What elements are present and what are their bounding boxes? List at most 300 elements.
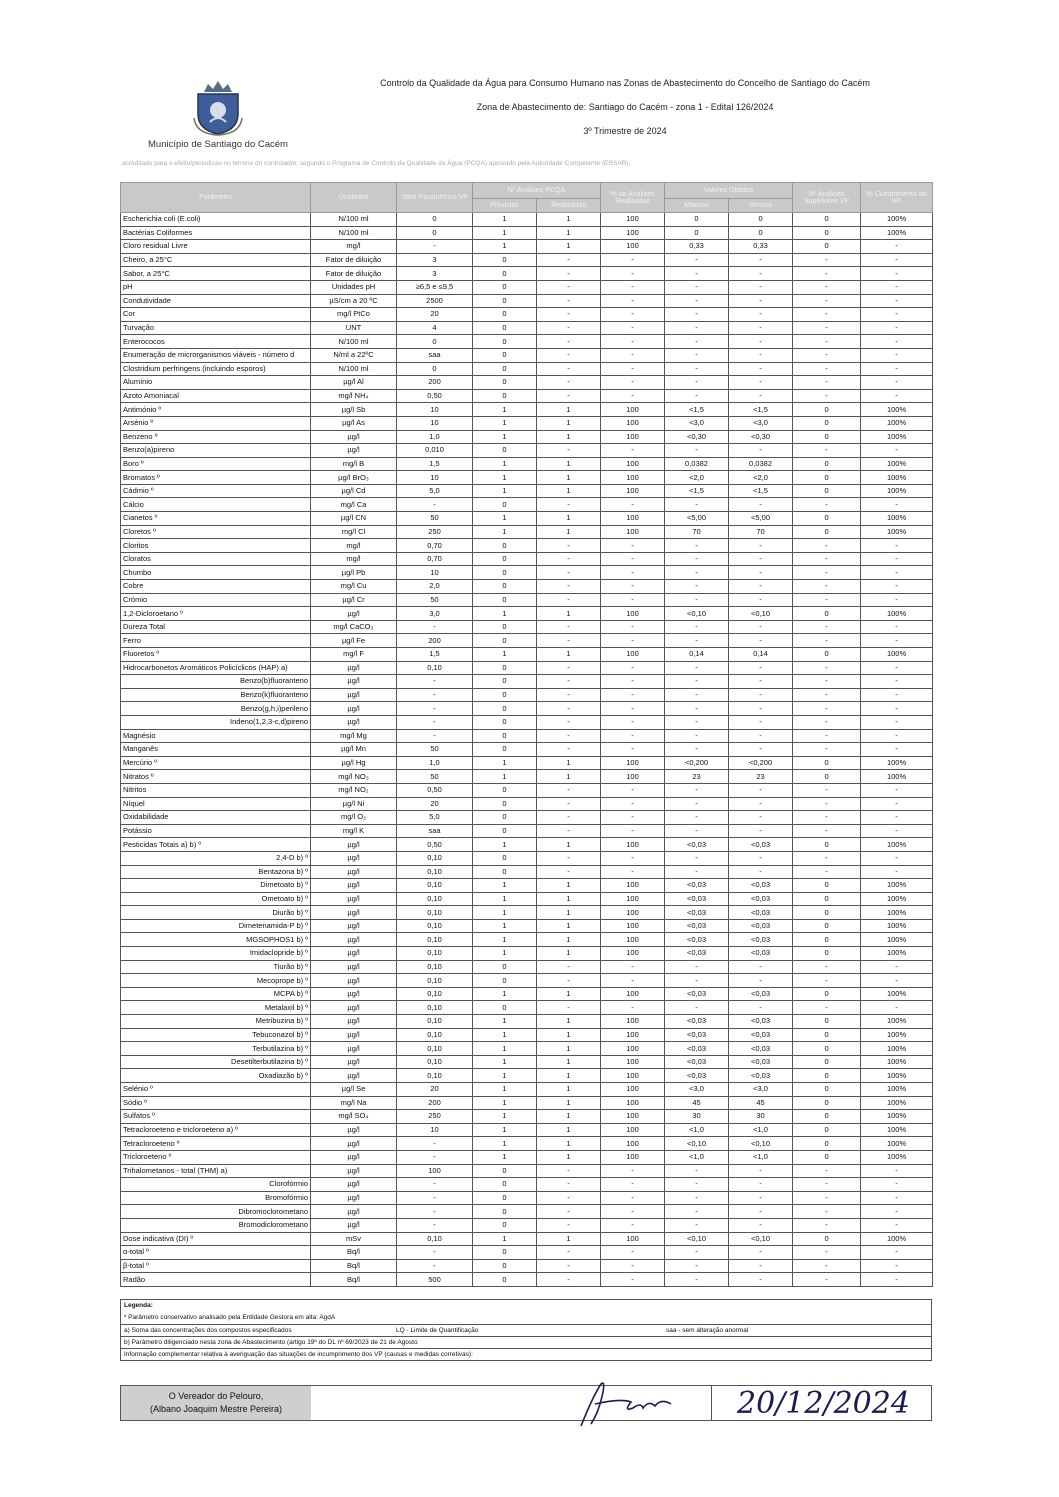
cell-pct-cumprimento: - [861,797,933,811]
cell-previstas: 1 [473,838,537,852]
cell-pct-realizadas: 100 [601,457,665,471]
cell-pct-cumprimento: - [861,1205,933,1219]
cell-pct-cumprimento: 100% [861,403,933,417]
cell-previstas: 0 [473,267,537,281]
cell-vp: 1,0 [397,756,473,770]
cell-realizadas: - [537,389,601,403]
cell-pct-realizadas: 100 [601,892,665,906]
cell-unidades: mg/l Cl [311,525,397,539]
cell-pct-realizadas: - [601,620,665,634]
cell-previstas: 1 [473,512,537,526]
cell-parametro: Crómio [121,593,311,607]
table-row [121,403,933,417]
cell-previstas: 0 [473,1273,537,1287]
cell-previstas: 0 [473,743,537,757]
cell-unidades: µg/l [311,1150,397,1164]
table-row [121,1137,933,1151]
cell-previstas: 1 [473,607,537,621]
cell-maximo: - [665,661,729,675]
cell-n-superiores: - [793,335,861,349]
cell-previstas: 0 [473,974,537,988]
cell-pct-cumprimento: - [861,865,933,879]
cell-vp: 1,0 [397,430,473,444]
cell-pct-cumprimento: 100% [861,919,933,933]
cell-pct-cumprimento: - [861,661,933,675]
cell-minimo: <3,0 [729,1083,793,1097]
table-row [121,1083,933,1097]
cell-pct-cumprimento: 100% [861,512,933,526]
cell-minimo: <2,0 [729,471,793,485]
cell-pct-realizadas: 100 [601,1123,665,1137]
cell-n-superiores: - [793,498,861,512]
table-row [121,756,933,770]
cell-pct-realizadas: - [601,865,665,879]
intro-line-2: acreditado para o efeito/periodicas no terreno do controlador, segundo o Programa de Controlo da Qualidade da Água (PCQA) aprovado pela Autoridade Competente (ERSAR). [122,160,631,167]
cell-previstas: 0 [473,1259,537,1273]
cell-unidades: µg/l [311,688,397,702]
cell-unidades: µg/l [311,960,397,974]
cell-minimo: 0,33 [729,240,793,254]
table-row [121,1191,933,1205]
cell-unidades: µg/l [311,865,397,879]
cell-pct-realizadas: - [601,1178,665,1192]
cell-n-superiores: 0 [793,403,861,417]
cell-maximo: - [665,335,729,349]
cell-unidades: Bq/l [311,1273,397,1287]
cell-n-superiores: 0 [793,1096,861,1110]
cell-parametro: Fluoretos º [121,648,311,662]
cell-parametro: Trihalometanos - total (THM) a) [121,1164,311,1178]
cell-minimo: - [729,743,793,757]
cell-minimo: - [729,253,793,267]
cell-parametro: Tebuconazol b) º [121,1028,311,1042]
table-row [121,389,933,403]
cell-pct-realizadas: - [601,280,665,294]
cell-minimo: 23 [729,770,793,784]
cell-n-superiores: - [793,444,861,458]
cell-minimo: - [729,362,793,376]
cell-parametro: Ometoato b) º [121,892,311,906]
cell-previstas: 1 [473,906,537,920]
cell-pct-cumprimento: - [861,566,933,580]
cell-realizadas: - [537,634,601,648]
cell-maximo: <0,03 [665,1055,729,1069]
cell-realizadas: - [537,702,601,716]
cell-n-superiores: 0 [793,226,861,240]
cell-pct-cumprimento: - [861,580,933,594]
cell-minimo: - [729,974,793,988]
cell-maximo: - [665,1273,729,1287]
cell-minimo: - [729,715,793,729]
legend-line-3: b) Parâmetro diligenciado nesta zona de Abastecimento (artigo 19º do DL nº 69/2023 de 21 de Agosto [121,1336,931,1348]
cell-unidades: µg/l BrO₃ [311,471,397,485]
cell-realizadas: - [537,811,601,825]
cell-maximo: <3,0 [665,1083,729,1097]
cell-pct-cumprimento: - [861,444,933,458]
cell-realizadas: 1 [537,919,601,933]
cell-realizadas: - [537,362,601,376]
cell-unidades: mg/l Na [311,1096,397,1110]
cell-maximo: <1,5 [665,484,729,498]
cell-unidades: µg/l [311,1164,397,1178]
cell-n-superiores: - [793,811,861,825]
table-row [121,566,933,580]
cell-minimo: <0,03 [729,879,793,893]
cell-n-superiores: - [793,1001,861,1015]
cell-n-superiores: - [793,389,861,403]
cell-pct-cumprimento: - [861,729,933,743]
cell-vp: 0 [397,226,473,240]
cell-vp: 0 [397,362,473,376]
cell-maximo: <0,03 [665,1042,729,1056]
cell-vp: 0,10 [397,661,473,675]
cell-previstas: 1 [473,648,537,662]
cell-unidades: µg/l [311,851,397,865]
legend-lq: LQ - Limite de Quantificação [396,1327,479,1334]
cell-minimo: 45 [729,1096,793,1110]
table-row [121,376,933,390]
cell-maximo: - [665,811,729,825]
cell-maximo: <0,03 [665,838,729,852]
cell-unidades: µg/l [311,1123,397,1137]
cell-unidades: mg/l F [311,648,397,662]
cell-pct-cumprimento: 100% [861,484,933,498]
cell-n-superiores: - [793,620,861,634]
cell-maximo: <0,03 [665,1015,729,1029]
cell-maximo: - [665,1164,729,1178]
cell-parametro: Manganês [121,743,311,757]
header-vp: Valor Paramétrico VP [397,183,473,213]
cell-parametro: Diurão b) º [121,906,311,920]
cell-pct-realizadas: 100 [601,226,665,240]
cell-unidades: µg/l [311,1069,397,1083]
cell-unidades: mg/l NH₄ [311,389,397,403]
cell-maximo: <0,03 [665,987,729,1001]
cell-previstas: 0 [473,865,537,879]
cell-n-superiores: 0 [793,1110,861,1124]
table-row [121,1069,933,1083]
table-body [121,213,933,1287]
table-row [121,634,933,648]
cell-realizadas: 1 [537,648,601,662]
cell-minimo: <0,200 [729,756,793,770]
cell-previstas: 0 [473,620,537,634]
cell-n-superiores: - [793,865,861,879]
cell-pct-realizadas: - [601,498,665,512]
cell-minimo: 0 [729,213,793,227]
cell-previstas: 0 [473,280,537,294]
cell-realizadas: - [537,280,601,294]
cell-n-superiores: - [793,280,861,294]
cell-pct-realizadas: 100 [601,933,665,947]
cell-pct-realizadas: 100 [601,607,665,621]
cell-parametro: Cádmio º [121,484,311,498]
cell-pct-cumprimento: 100% [861,838,933,852]
table-row [121,838,933,852]
table-row [121,213,933,227]
cell-minimo: 0,14 [729,648,793,662]
cell-pct-cumprimento: 100% [861,430,933,444]
cell-previstas: 0 [473,376,537,390]
cell-pct-cumprimento: - [861,1191,933,1205]
cell-previstas: 1 [473,1055,537,1069]
cell-n-superiores: - [793,729,861,743]
header-parametro: Parâmetro [121,183,311,213]
cell-parametro: Enterococos [121,335,311,349]
report-header [330,78,920,150]
cell-previstas: 1 [473,1028,537,1042]
cell-previstas: 1 [473,240,537,254]
cell-pct-cumprimento: 100% [861,1110,933,1124]
cell-pct-realizadas: 100 [601,1096,665,1110]
signatory [121,1386,311,1420]
legend-saa: saa - sem alteração anormal [666,1327,749,1334]
cell-realizadas: - [537,566,601,580]
table-row [121,607,933,621]
cell-realizadas: - [537,729,601,743]
cell-n-superiores: 0 [793,770,861,784]
cell-minimo: 0 [729,226,793,240]
header-pct-realizadas: % de Análises Realizadas [601,183,665,213]
cell-pct-cumprimento: 100% [861,987,933,1001]
cell-unidades: µg/l Fe [311,634,397,648]
cell-vp: 1,5 [397,457,473,471]
legend-title-row [121,1300,931,1312]
cell-pct-cumprimento: - [861,321,933,335]
cell-vp: - [397,498,473,512]
table-row [121,933,933,947]
header-valores: Valores Obtidos [665,183,793,199]
cell-parametro: Metribuzina b) º [121,1015,311,1029]
cell-pct-realizadas: - [601,444,665,458]
cell-previstas: 0 [473,1178,537,1192]
cell-maximo: <0,10 [665,1232,729,1246]
cell-previstas: 1 [473,770,537,784]
cell-parametro: Pesticidas Totais a) b) º [121,838,311,852]
cell-pct-realizadas: - [601,675,665,689]
cell-parametro: Benzo(k)fluoranteno [121,688,311,702]
cell-realizadas: 1 [537,484,601,498]
table-row [121,783,933,797]
cell-pct-realizadas: 100 [601,471,665,485]
cell-vp: 0,10 [397,1055,473,1069]
cell-previstas: 0 [473,1205,537,1219]
cell-previstas: 0 [473,593,537,607]
cell-maximo: <0,03 [665,919,729,933]
legend-row-2 [121,1324,931,1336]
cell-realizadas: 1 [537,512,601,526]
cell-vp: 0,10 [397,851,473,865]
cell-unidades: µg/l Pb [311,566,397,580]
cell-pct-cumprimento: - [861,702,933,716]
cell-parametro: Hidrocarbonetos Aromáticos Policíclicos (HAP) a) [121,661,311,675]
cell-n-superiores: 0 [793,457,861,471]
cell-pct-cumprimento: - [861,1178,933,1192]
cell-vp: 200 [397,634,473,648]
cell-maximo: - [665,1178,729,1192]
cell-realizadas: - [537,444,601,458]
cell-parametro: Imidaclopride b) º [121,947,311,961]
cell-realizadas: - [537,308,601,322]
cell-minimo: - [729,1259,793,1273]
cell-vp: 0,10 [397,906,473,920]
cell-vp: 20 [397,797,473,811]
cell-pct-cumprimento: - [861,552,933,566]
cell-pct-cumprimento: 100% [861,1042,933,1056]
cell-pct-cumprimento: 100% [861,457,933,471]
cell-n-superiores: - [793,566,861,580]
cell-realizadas: - [537,743,601,757]
cell-realizadas: - [537,267,601,281]
cell-pct-realizadas: 100 [601,648,665,662]
cell-pct-realizadas: - [601,797,665,811]
cell-unidades: µg/l Hg [311,756,397,770]
cell-maximo: - [665,729,729,743]
cell-pct-cumprimento: - [861,498,933,512]
cell-pct-realizadas: 100 [601,525,665,539]
table-row [121,580,933,594]
cell-minimo: - [729,1205,793,1219]
legend-line-1: º Parâmetro conservativo analisado pela Entidade Gestora em alta: AgdA [124,1314,336,1321]
cell-vp: 2500 [397,294,473,308]
table-row [121,1096,933,1110]
cell-minimo: - [729,580,793,594]
cell-maximo: - [665,675,729,689]
cell-parametro: Dimetenamida-P b) º [121,919,311,933]
cell-vp: 50 [397,593,473,607]
legend-title: Legenda: [124,1302,153,1309]
cell-n-superiores: 0 [793,906,861,920]
cell-pct-realizadas: - [601,688,665,702]
cell-vp: 50 [397,512,473,526]
cell-minimo: <0,03 [729,1015,793,1029]
table-row [121,552,933,566]
cell-unidades: mg/l NO₂ [311,783,397,797]
cell-unidades: µg/l [311,1001,397,1015]
cell-pct-realizadas: - [601,376,665,390]
cell-minimo: - [729,865,793,879]
cell-maximo: - [665,308,729,322]
cell-maximo: <0,10 [665,607,729,621]
cell-pct-realizadas: - [601,702,665,716]
cell-parametro: Cheiro, a 25°C [121,253,311,267]
cell-realizadas: - [537,688,601,702]
cell-parametro: Clostridium perfringens (incluindo esporos) [121,362,311,376]
table-row [121,743,933,757]
cell-vp: saa [397,348,473,362]
cell-minimo: <1,0 [729,1123,793,1137]
cell-pct-cumprimento: 100% [861,1123,933,1137]
cell-n-superiores: - [793,743,861,757]
cell-minimo: <0,10 [729,607,793,621]
cell-n-superiores: - [793,702,861,716]
cell-minimo: - [729,675,793,689]
cell-parametro: Indeno(1,2,3-c,d)pireno [121,715,311,729]
handwritten-signature-icon [571,1378,681,1430]
cell-pct-realizadas: - [601,362,665,376]
cell-previstas: 0 [473,634,537,648]
cell-n-superiores: 0 [793,1137,861,1151]
cell-vp: 0,10 [397,1042,473,1056]
cell-pct-cumprimento: - [861,1259,933,1273]
cell-n-superiores: - [793,715,861,729]
cell-minimo: - [729,811,793,825]
legend-box [120,1299,932,1361]
cell-realizadas: 1 [537,471,601,485]
cell-pct-realizadas: 100 [601,1042,665,1056]
cell-pct-cumprimento: - [861,743,933,757]
table-row [121,960,933,974]
cell-pct-cumprimento: 100% [861,947,933,961]
cell-n-superiores: - [793,580,861,594]
cell-vp: 0,10 [397,865,473,879]
cell-parametro: Turvação [121,321,311,335]
cell-pct-realizadas: 100 [601,1055,665,1069]
cell-pct-cumprimento: - [861,811,933,825]
cell-vp: 0,10 [397,1015,473,1029]
cell-pct-realizadas: 100 [601,1028,665,1042]
cell-minimo: <1,0 [729,1150,793,1164]
cell-realizadas: - [537,960,601,974]
cell-parametro: Bromodiclorometano [121,1218,311,1232]
cell-parametro: Cálcio [121,498,311,512]
cell-vp: - [397,1137,473,1151]
cell-pct-cumprimento: - [861,1218,933,1232]
cell-previstas: 0 [473,1246,537,1260]
cell-minimo: <1,5 [729,403,793,417]
table-row [121,348,933,362]
table-row [121,865,933,879]
cell-pct-realizadas: - [601,593,665,607]
cell-maximo: - [665,321,729,335]
cell-pct-realizadas: - [601,321,665,335]
cell-realizadas: 1 [537,770,601,784]
header-minimo: Mínimo [729,199,793,213]
cell-n-superiores: 0 [793,1123,861,1137]
table-row [121,1110,933,1124]
cell-pct-realizadas: 100 [601,240,665,254]
cell-realizadas: - [537,1259,601,1273]
table-row [121,851,933,865]
cell-parametro: 2,4-D b) º [121,851,311,865]
cell-maximo: - [665,389,729,403]
cell-realizadas: 1 [537,1123,601,1137]
cell-realizadas: 1 [537,1028,601,1042]
cell-realizadas: - [537,1273,601,1287]
cell-minimo: - [729,1001,793,1015]
cell-parametro: Radão [121,1273,311,1287]
cell-realizadas: 1 [537,1042,601,1056]
cell-previstas: 0 [473,552,537,566]
cell-unidades: N/100 ml [311,362,397,376]
cell-parametro: Benzo(a)pireno [121,444,311,458]
cell-maximo: 30 [665,1110,729,1124]
cell-minimo: - [729,308,793,322]
cell-pct-cumprimento: - [861,267,933,281]
table-row [121,811,933,825]
cell-unidades: N/100 ml [311,226,397,240]
cell-pct-cumprimento: - [861,376,933,390]
cell-parametro: Sódio º [121,1096,311,1110]
cell-n-superiores: 0 [793,648,861,662]
cell-realizadas: 1 [537,403,601,417]
cell-parametro: Cor [121,308,311,322]
cell-maximo: <0,03 [665,1069,729,1083]
cell-minimo: - [729,348,793,362]
cell-vp: 0,10 [397,919,473,933]
cell-previstas: 1 [473,1232,537,1246]
cell-parametro: Oxidabilidade [121,811,311,825]
